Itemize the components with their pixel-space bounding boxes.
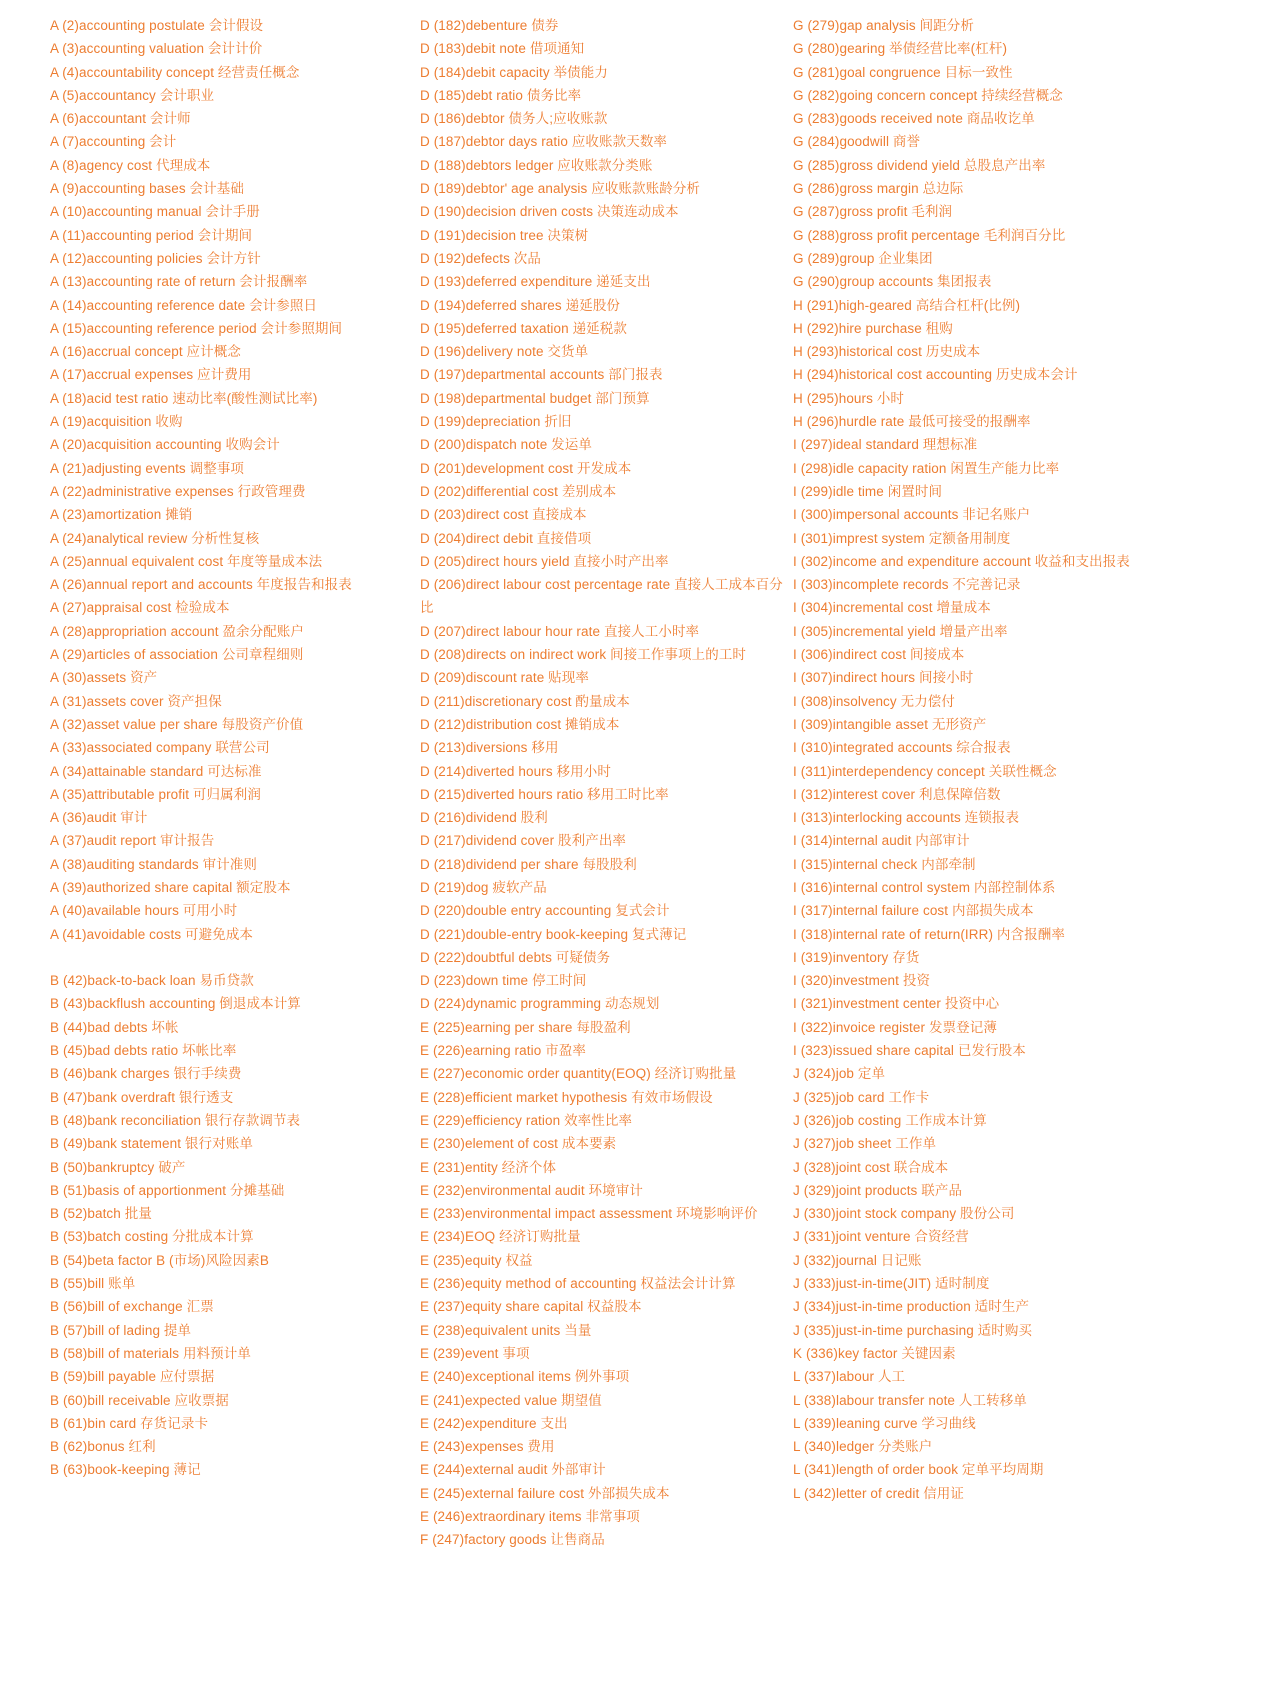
glossary-entry: D (200)dispatch note 发运单	[420, 437, 592, 453]
glossary-entry: L (337)labour 人工	[793, 1369, 906, 1385]
glossary-entry: A (2)accounting postulate 会计假设	[50, 18, 264, 33]
glossary-entry: G (289)group 企业集团	[793, 250, 933, 266]
glossary-entry: D (182)debenture 债券	[420, 18, 559, 33]
glossary-entry: I (305)incremental yield 增量产出率	[793, 623, 1008, 639]
glossary-entry: D (191)decision tree 决策树	[420, 227, 589, 243]
glossary-entry: A (32)asset value per share 每股资产价值	[50, 716, 304, 732]
glossary-entry: D (201)development cost 开发成本	[420, 460, 632, 476]
glossary-entry: D (184)debit capacity 举债能力	[420, 64, 608, 80]
glossary-entry: A (24)analytical review 分析性复核	[50, 530, 260, 546]
glossary-entry: J (328)joint cost 联合成本	[793, 1159, 949, 1175]
glossary-entry: E (238)equivalent units 当量	[420, 1322, 592, 1338]
glossary-entry: A (22)administrative expenses 行政管理费	[50, 483, 306, 499]
glossary-entry: E (229)efficiency ration 效率性比率	[420, 1112, 633, 1128]
glossary-entry: A (17)accrual expenses 应计费用	[50, 367, 252, 383]
glossary-column-2	[420, 14, 788, 1552]
glossary-entry: I (306)indirect cost 间接成本	[793, 647, 965, 663]
glossary-entry: I (298)idle capacity ration 闲置生产能力比率	[793, 460, 1060, 476]
glossary-entry: G (283)goods received note 商品收讫单	[793, 111, 1035, 127]
glossary-entry: J (331)joint venture 合资经营	[793, 1229, 969, 1245]
glossary-entry: D (194)deferred shares 递延股份	[420, 297, 621, 313]
glossary-entry: D (189)debtor' age analysis 应收账款账龄分析	[420, 181, 701, 197]
glossary-entry: A (6)accountant 会计师	[50, 111, 191, 127]
glossary-entry: D (202)differential cost 差别成本	[420, 483, 617, 499]
glossary-entry: E (226)earning ratio 市盈率	[420, 1043, 586, 1059]
glossary-entry: A (34)attainable standard 可达标准	[50, 763, 262, 779]
glossary-entry: F (247)factory goods 让售商品	[420, 1532, 605, 1548]
glossary-entry: B (51)basis of apportionment 分摊基础	[50, 1182, 285, 1198]
glossary-entry: E (243)expenses 费用	[420, 1439, 555, 1455]
glossary-entry: I (311)interdependency concept 关联性概念	[793, 763, 1057, 779]
glossary-column-1	[50, 14, 422, 1482]
glossary-entry: E (242)expenditure 支出	[420, 1415, 568, 1431]
glossary-entry: D (214)diverted hours 移用小时	[420, 763, 611, 779]
glossary-entry: I (320)investment 投资	[793, 973, 931, 989]
glossary-entry: B (52)batch 批量	[50, 1206, 152, 1222]
glossary-entry: J (330)joint stock company 股份公司	[793, 1206, 1015, 1222]
glossary-entry: G (290)group accounts 集团报表	[793, 274, 992, 290]
glossary-entry: D (213)diversions 移用	[420, 740, 559, 756]
glossary-entry: K (336)key factor 关键因素	[793, 1345, 956, 1361]
glossary-entry: J (335)just-in-time purchasing 适时购买	[793, 1322, 1033, 1338]
glossary-entry: E (236)equity method of accounting 权益法会计计算	[420, 1276, 736, 1292]
glossary-entry: I (310)integrated accounts 综合报表	[793, 740, 1011, 756]
glossary-entry: D (196)delivery note 交货单	[420, 344, 589, 360]
glossary-entry: I (301)imprest system 定额备用制度	[793, 530, 1011, 546]
glossary-entry: B (48)bank reconciliation 银行存款调节表	[50, 1112, 301, 1128]
glossary-entry: B (54)beta factor B (市场)风险因素B	[50, 1252, 269, 1268]
glossary-entry: G (288)gross profit percentage 毛利润百分比	[793, 227, 1066, 243]
glossary-entry: J (326)job costing 工作成本计算	[793, 1112, 987, 1128]
glossary-entry: I (318)internal rate of return(IRR) 内含报酬率	[793, 926, 1065, 942]
glossary-entry: A (37)audit report 审计报告	[50, 833, 215, 849]
glossary-entry: D (215)diverted hours ratio 移用工时比率	[420, 786, 669, 802]
glossary-entry: I (312)interest cover 利息保障倍数	[793, 786, 1001, 802]
glossary-entry: E (233)environmental impact assessment 环境影响评价	[420, 1206, 758, 1222]
glossary-entry: I (314)internal audit 内部审计	[793, 833, 970, 849]
glossary-entry: D (187)debtor days ratio 应收账款天数率	[420, 134, 668, 150]
glossary-entry: I (313)interlocking accounts 连锁报表	[793, 810, 1020, 826]
glossary-entry: I (316)internal control system 内部控制体系	[793, 879, 1056, 895]
glossary-entry: D (208)directs on indirect work 间接工作事项上的工时	[420, 647, 747, 663]
glossary-entry: J (332)journal 日记账	[793, 1252, 922, 1268]
glossary-entry: A (31)assets cover 资产担保	[50, 693, 222, 709]
glossary-entry: G (286)gross margin 总边际	[793, 181, 964, 197]
glossary-entry: D (185)debt ratio 债务比率	[420, 87, 582, 103]
glossary-entry: I (309)intangible asset 无形资产	[793, 716, 987, 732]
glossary-entry: D (205)direct hours yield 直接小时产出率	[420, 553, 669, 569]
glossary-entry: G (280)gearing 举债经营比率(杠杆)	[793, 41, 1008, 57]
glossary-entry: D (217)dividend cover 股利产出率	[420, 833, 627, 849]
glossary-entry: I (299)idle time 闲置时间	[793, 483, 943, 499]
glossary-entry: A (4)accountability concept 经营责任概念	[50, 64, 300, 80]
glossary-entry: D (195)deferred taxation 递延税款	[420, 320, 627, 336]
glossary-entry: D (222)doubtful debts 可疑债务	[420, 949, 611, 965]
glossary-entry: A (20)acquisition accounting 收购会计	[50, 437, 280, 453]
glossary-entry: A (12)accounting policies 会计方针	[50, 250, 261, 266]
glossary-entry: E (246)extraordinary items 非常事项	[420, 1509, 640, 1524]
glossary-entry: J (329)joint products 联产品	[793, 1182, 963, 1198]
glossary-entry: A (26)annual report and accounts 年度报告和报表	[50, 577, 352, 593]
glossary-entry: B (60)bill receivable 应收票据	[50, 1392, 229, 1408]
glossary-entry: G (284)goodwill 商誉	[793, 134, 921, 150]
glossary-entry: E (232)environmental audit 环境审计	[420, 1182, 643, 1198]
glossary-entry: B (56)bill of exchange 汇票	[50, 1299, 214, 1315]
glossary-entry: A (35)attributable profit 可归属利润	[50, 786, 261, 802]
glossary-entry: I (322)invoice register 发票登记薄	[793, 1019, 997, 1035]
glossary-entry: I (307)indirect hours 间接小时	[793, 670, 974, 686]
glossary-entry: A (29)articles of association 公司章程细则	[50, 647, 304, 663]
glossary-entry: A (9)accounting bases 会计基础	[50, 181, 244, 197]
glossary-entry: A (27)appraisal cost 检验成本	[50, 600, 230, 616]
glossary-entry: B (58)bill of materials 用料预计单	[50, 1345, 251, 1361]
glossary-entry: D (220)double entry accounting 复式会计	[420, 903, 670, 919]
glossary-entry: D (218)dividend per share 每股股利	[420, 856, 637, 872]
glossary-entry: A (38)auditing standards 审计准则	[50, 856, 257, 872]
glossary-entry: L (338)labour transfer note 人工转移单	[793, 1392, 1027, 1408]
glossary-entry: J (325)job card 工作卡	[793, 1089, 930, 1105]
glossary-entry: L (340)ledger 分类账户	[793, 1439, 933, 1455]
glossary-entry: I (321)investment center 投资中心	[793, 996, 1000, 1012]
glossary-entry: I (317)internal failure cost 内部损失成本	[793, 903, 1034, 919]
glossary-entry: B (59)bill payable 应付票据	[50, 1369, 215, 1385]
glossary-entry: D (198)departmental budget 部门预算	[420, 390, 650, 406]
glossary-entry: A (25)annual equivalent cost 年度等量成本法	[50, 553, 323, 569]
glossary-entry: I (303)incomplete records 不完善记录	[793, 577, 1021, 593]
glossary-entry: B (55)bill 账单	[50, 1276, 136, 1292]
glossary-entry: B (61)bin card 存货记录卡	[50, 1415, 209, 1431]
glossary-entry: D (193)deferred expenditure 递延支出	[420, 274, 651, 290]
glossary-entry: H (293)historical cost 历史成本	[793, 344, 981, 360]
glossary-entry: A (14)accounting reference date 会计参照日	[50, 297, 318, 313]
glossary-entry: H (296)hurdle rate 最低可接受的报酬率	[793, 414, 1031, 430]
glossary-entry: B (49)bank statement 银行对账单	[50, 1136, 253, 1152]
glossary-entry: B (57)bill of lading 提单	[50, 1322, 192, 1338]
glossary-entry: I (300)impersonal accounts 非记名账户	[793, 507, 1031, 523]
glossary-entry: A (36)audit 审计	[50, 810, 148, 826]
glossary-entry: A (8)agency cost 代理成本	[50, 157, 211, 173]
glossary-entry: D (221)double-entry book-keeping 复式薄记	[420, 926, 687, 942]
glossary-entry: A (16)accrual concept 应计概念	[50, 344, 241, 360]
glossary-entry: E (235)equity 权益	[420, 1252, 533, 1268]
glossary-entry: B (53)batch costing 分批成本计算	[50, 1229, 254, 1245]
glossary-entry: A (7)accounting 会计	[50, 134, 177, 150]
glossary-entry: D (209)discount rate 贴现率	[420, 670, 589, 686]
glossary-entry: D (212)distribution cost 摊销成本	[420, 716, 620, 732]
glossary-entry: E (225)earning per share 每股盈利	[420, 1019, 631, 1035]
glossary-entry: I (308)insolvency 无力偿付	[793, 693, 955, 709]
glossary-entry: E (230)element of cost 成本要素	[420, 1136, 617, 1152]
glossary-entry: B (63)book-keeping 薄记	[50, 1462, 201, 1478]
glossary-entry: D (199)depreciation 折旧	[420, 414, 572, 430]
glossary-entry: H (295)hours 小时	[793, 390, 905, 406]
glossary-entry: B (45)bad debts ratio 坏帐比率	[50, 1043, 237, 1059]
glossary-entry: L (341)length of order book 定单平均周期	[793, 1462, 1044, 1478]
section-gap	[50, 946, 422, 969]
glossary-entry: B (43)backflush accounting 倒退成本计算	[50, 996, 301, 1012]
glossary-entry: D (211)discretionary cost 酌量成本	[420, 693, 630, 709]
glossary-entry: I (302)income and expenditure account 收益和支出报表	[793, 553, 1130, 569]
glossary-entry: D (188)debtors ledger 应收账款分类账	[420, 157, 653, 173]
glossary-entry: I (304)incremental cost 增量成本	[793, 600, 991, 616]
glossary-entry: D (183)debit note 借项通知	[420, 41, 585, 57]
glossary-entry: B (46)bank charges 银行手续费	[50, 1066, 242, 1082]
glossary-entry: H (292)hire purchase 租购	[793, 320, 953, 336]
glossary-entry: L (342)letter of credit 信用证	[793, 1485, 965, 1501]
glossary-entry: A (15)accounting reference period 会计参照期间	[50, 320, 343, 336]
glossary-entry: J (333)just-in-time(JIT) 适时制度	[793, 1276, 990, 1292]
glossary-entry: D (186)debtor 债务人;应收账款	[420, 111, 608, 127]
glossary-entry: H (294)historical cost accounting 历史成本会计	[793, 367, 1078, 383]
glossary-entry: E (228)efficient market hypothesis 有效市场假设	[420, 1089, 713, 1105]
glossary-entry: A (5)accountancy 会计职业	[50, 87, 215, 103]
glossary-entry: A (28)appropriation account 盈余分配账户	[50, 623, 305, 639]
glossary-entry: A (30)assets 资产	[50, 670, 158, 686]
glossary-entry: A (13)accounting rate of return 会计报酬率	[50, 274, 308, 290]
glossary-entry: J (327)job sheet 工作单	[793, 1136, 937, 1152]
glossary-entry: D (190)decision driven costs 决策连动成本	[420, 204, 679, 220]
glossary-entry: B (42)back-to-back loan 易币贷款	[50, 973, 254, 989]
glossary-entry: B (44)bad debts 坏帐	[50, 1019, 179, 1035]
glossary-entry: A (40)available hours 可用小时	[50, 903, 238, 919]
glossary-entry: G (281)goal congruence 目标一致性	[793, 64, 1013, 80]
glossary-entry: L (339)leaning curve 学习曲线	[793, 1415, 976, 1431]
glossary-entry: I (315)internal check 内部牵制	[793, 856, 976, 872]
glossary-entry: A (39)authorized share capital 额定股本	[50, 879, 291, 895]
glossary-entry: B (62)bonus 红利	[50, 1439, 156, 1455]
glossary-entry: A (11)accounting period 会计期间	[50, 227, 253, 243]
glossary-entry: A (18)acid test ratio 速动比率(酸性测试比率)	[50, 390, 318, 406]
glossary-entry: I (319)inventory 存货	[793, 949, 920, 965]
glossary-entry: E (227)economic order quantity(EOQ) 经济订购批量	[420, 1066, 737, 1082]
glossary-entry: E (231)entity 经济个体	[420, 1159, 557, 1175]
glossary-entry: J (334)just-in-time production 适时生产	[793, 1299, 1030, 1315]
glossary-entry: A (21)adjusting events 调整事项	[50, 460, 245, 476]
glossary-entry: E (244)external audit 外部审计	[420, 1462, 606, 1478]
glossary-entry: H (291)high-geared 高结合杠杆(比例)	[793, 297, 1021, 313]
glossary-entry: J (324)job 定单	[793, 1066, 886, 1082]
glossary-entry: A (3)accounting valuation 会计计价	[50, 41, 263, 57]
glossary-entry: E (237)equity share capital 权益股本	[420, 1299, 642, 1315]
glossary-entry: D (207)direct labour hour rate 直接人工小时率	[420, 623, 700, 639]
glossary-entry: D (216)dividend 股利	[420, 810, 548, 826]
glossary-entry: A (19)acquisition 收购	[50, 414, 183, 430]
glossary-entry: I (297)ideal standard 理想标准	[793, 437, 978, 453]
glossary-entry: I (323)issued share capital 已发行股本	[793, 1043, 1026, 1059]
glossary-entry: D (197)departmental accounts 部门报表	[420, 367, 663, 383]
glossary-entry: D (219)dog 疲软产品	[420, 879, 547, 895]
glossary-entry: D (223)down time 停工时间	[420, 973, 587, 989]
glossary-entry: A (33)associated company 联营公司	[50, 740, 270, 756]
glossary-entry: D (192)defects 次品	[420, 250, 541, 266]
glossary-entry: G (279)gap analysis 间距分析	[793, 18, 974, 33]
glossary-entry: G (285)gross dividend yield 总股息产出率	[793, 157, 1046, 173]
glossary-entry: B (47)bank overdraft 银行透支	[50, 1089, 234, 1105]
glossary-entry: B (50)bankruptcy 破产	[50, 1159, 186, 1175]
glossary-entry: E (239)event 事项	[420, 1345, 530, 1361]
glossary-column-3	[793, 14, 1233, 1505]
glossary-entry: E (245)external failure cost 外部损失成本	[420, 1485, 670, 1501]
glossary-entry: A (10)accounting manual 会计手册	[50, 204, 260, 220]
glossary-entry: E (234)EOQ 经济订购批量	[420, 1229, 581, 1245]
glossary-entry: D (206)direct labour cost percentage rate 直接人工成本百分比	[420, 577, 783, 616]
glossary-entry: D (203)direct cost 直接成本	[420, 507, 587, 523]
glossary-entry: G (282)going concern concept 持续经营概念	[793, 87, 1063, 103]
glossary-entry: E (240)exceptional items 例外事项	[420, 1369, 630, 1385]
glossary-entry: D (204)direct debit 直接借项	[420, 530, 592, 546]
glossary-entry: D (224)dynamic programming 动态规划	[420, 996, 660, 1012]
glossary-entry: A (41)avoidable costs 可避免成本	[50, 926, 254, 942]
glossary-entry: A (23)amortization 摊销	[50, 507, 193, 523]
glossary-entry: E (241)expected value 期望值	[420, 1392, 602, 1408]
glossary-entry: G (287)gross profit 毛利润	[793, 204, 953, 220]
